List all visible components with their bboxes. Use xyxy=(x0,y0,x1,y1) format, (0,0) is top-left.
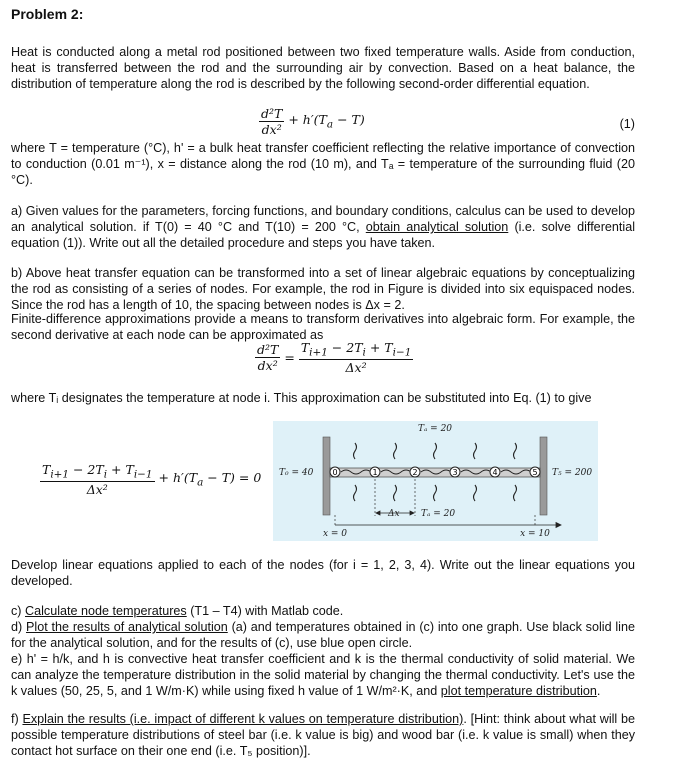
x0-label: x = 0 xyxy=(322,529,348,539)
where-ti-paragraph: where Tᵢ designates the temperature at node i. This approximation can be substituted into Eq. (1) to give xyxy=(11,391,592,405)
where-paragraph: where T = temperature (°C), h' = a bulk heat transfer coefficient reflecting the relative importance of convection to conduction (0.01 m⁻¹), x = distance along the rod (10 m), and Tₐ = temperature of the surrounding fluid (20 °C). xyxy=(11,141,635,188)
rod-figure xyxy=(273,421,598,541)
guide-lines xyxy=(335,479,535,527)
problem-title: Problem 2: xyxy=(11,6,84,22)
part-f-paragraph xyxy=(11,711,635,760)
part-f-prefix: f) xyxy=(11,712,23,726)
part-d-underlined: Plot the results of analytical solution xyxy=(26,620,228,634)
x10-label: x = 10 xyxy=(520,529,550,539)
dx-label: Δx xyxy=(388,509,400,519)
part-f-text: . [Hint: think about what will be possible temperature distributions of steel bar (i.e. k value is big) and wood bar (i.e. k value is small) when they contact hot surface on their one end (i.e. T₅ position)]. xyxy=(11,712,636,759)
part-d-text: (a) and temperatures obtained in (c) into one graph. Use black solid line for the analytical solution, and for the results of (c), use blue open circle. xyxy=(11,620,635,651)
node-2-label: 2 xyxy=(412,468,418,477)
t5-label: T₅ = 200 xyxy=(552,468,593,478)
part-e-text: e) h' = h/k, and h is convective heat transfer coefficient and k is the thermal conductivity of solid material. We can analyze the temperature distribution in the solid material by changing the thermal conductivity. Let's use the k values (50, 25, 5, and 1 W/m·K) while using fixed h value of 1 W/m²·K, and xyxy=(11,652,635,699)
part-b-paragraph: b) Above heat transfer equation can be transformed into a set of linear algebraic equations by conceptualizing the rod as consisting of a series of nodes. For example, the rod in Figure is divided into six equispaced nodes. Since the rod has a length of 10, the spacing between nodes is Δx = 2. xyxy=(11,266,635,313)
x-axis xyxy=(335,523,561,528)
node-0-label: 0 xyxy=(332,468,338,477)
node-1-label: 1 xyxy=(372,468,378,477)
finite-difference-paragraph: Finite-difference approximations provide a means to transform derivatives into algebraic form. For example, the second derivative at each node can be approximated as xyxy=(11,312,635,343)
part-f-underlined: Explain the results (i.e. impact of different k values on temperature distribution) xyxy=(22,712,464,726)
node-4-label: 4 xyxy=(492,468,498,477)
part-e-underlined: plot temperature distribution xyxy=(440,684,597,699)
part-c-text: (T1 – T4) with Matlab code. xyxy=(186,604,344,618)
part-a-text: a) Given values for the parameters, forcing functions, and boundary conditions, calculus can be used to develop an analytical solution. if T(0) = 40 °C and T(10) = 200 °C, xyxy=(11,204,635,235)
intro-paragraph: Heat is conducted along a metal rod positioned between two fixed temperature walls. Aside from conduction, heat is transferred between the rod and the surrounding air by convection. Based on a heat balance, the distribution of temperature along the rod is described by the following second-order differential equation. xyxy=(11,45,635,92)
part-a-paragraph xyxy=(11,203,635,252)
left-wall xyxy=(323,437,330,515)
node-5-label: 5 xyxy=(532,468,538,477)
part-d-prefix: d) xyxy=(11,620,27,634)
part-c-underlined: Calculate node temperatures xyxy=(25,604,187,618)
right-wall xyxy=(540,437,547,515)
part-a-underlined: obtain analytical solution xyxy=(365,220,509,235)
t0-label: T₀ = 40 xyxy=(279,468,314,478)
equation-1: $\frac{\text{d²T}}{\text{dx²}}$ + $h'(T_a - T)$ xyxy=(261,106,365,137)
equation-1-number: (1) xyxy=(619,117,635,131)
ta-top-label: Tₐ = 20 xyxy=(417,424,453,434)
second-derivative-equation: $\frac{\text{d²T}}{\text{dx²}}$ = $\frac{T_{i+1} - 2T_i + T_{i-1}}{\text{Δx²}}$ xyxy=(257,340,412,375)
ta-bottom-label: Tₐ = 20 xyxy=(421,509,456,519)
develop-paragraph: Develop linear equations applied to each of the nodes (for i = 1, 2, 3, 4). Write out the linear equations you developed. xyxy=(11,558,635,589)
rod-figure-svg xyxy=(273,421,598,541)
part-e-text-end: . xyxy=(596,684,601,699)
part-d-paragraph xyxy=(11,619,635,651)
part-c-paragraph: c) Calculate node temperatures (T1 – T4) with Matlab code. xyxy=(11,604,344,618)
part-a-text-end: (i.e. solve differential equation (1)). Write out all the detailed procedure and steps you have taken. xyxy=(11,220,635,251)
rod xyxy=(330,468,540,477)
node-3-label: 3 xyxy=(452,468,458,477)
part-e-paragraph xyxy=(11,651,635,700)
discretized-equation: $\frac{T_{i+1} - 2T_i + T_{i-1}}{\text{Δx²}}$ + $h'(T_a - T) = 0$ xyxy=(42,462,262,497)
